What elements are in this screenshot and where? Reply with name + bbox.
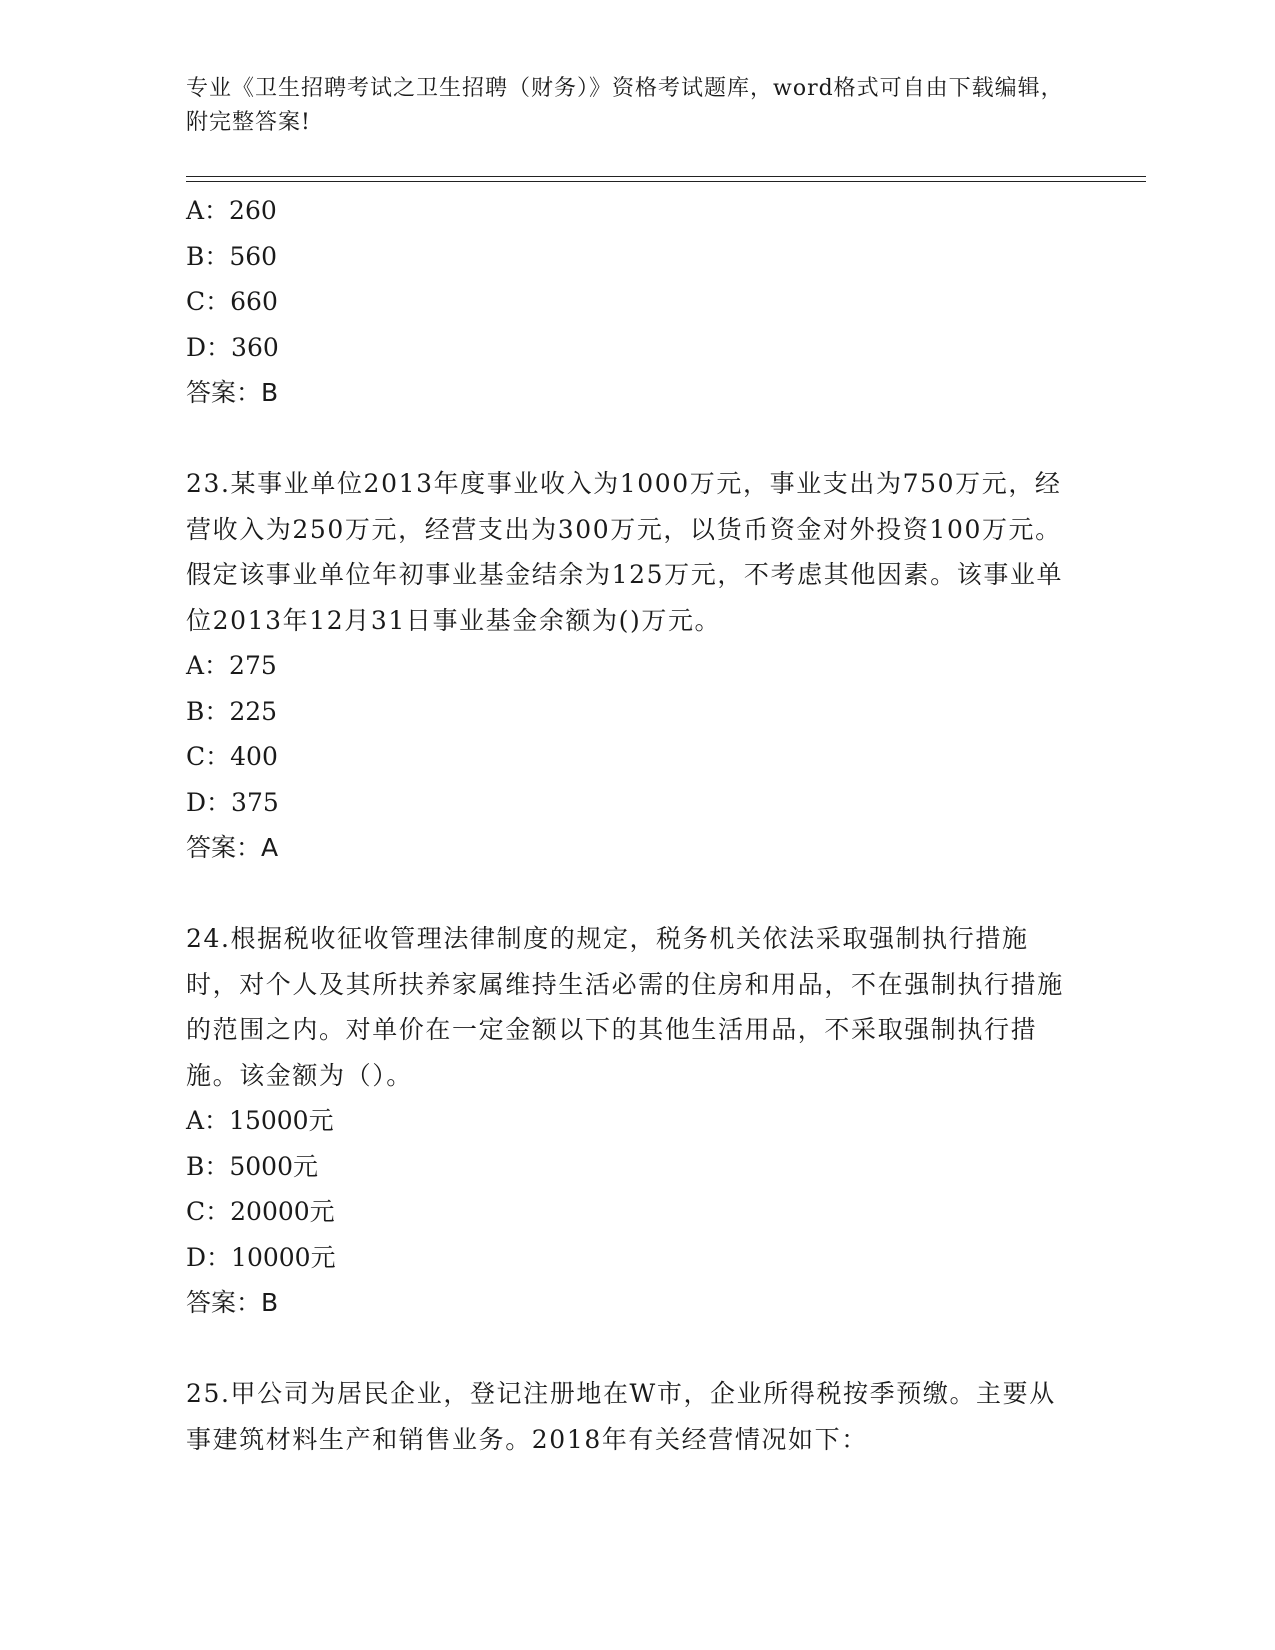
option-a: A：260: [186, 196, 277, 225]
question-23: [186, 461, 1086, 871]
question-text: 25.甲公司为居民企业，登记注册地在W市，企业所得税按季预缴。主要从事建筑材料生产和销售业务。2018年有关经营情况如下：: [186, 1379, 1056, 1454]
spacer: [186, 416, 1086, 462]
question-text: 23.某事业单位2013年度事业收入为1000万元，事业支出为750万元，经营收入为250万元，经营支出为300万元，以货币资金对外投资100万元。假定该事业单位年初事业基金结余为125万元，不考虑其他因素。该事业单位2013年12月31日事业基金余额为()万元。: [186, 469, 1064, 635]
header-rule-bottom: [186, 181, 1146, 182]
question-24: [186, 916, 1086, 1326]
option-b: B：5000元: [186, 1151, 318, 1181]
option-d: D：360: [186, 332, 279, 362]
answer-line: 答案：B: [186, 1288, 279, 1317]
header-rule-top: [186, 176, 1146, 177]
document-header: 专业《卫生招聘考试之卫生招聘（财务）》资格考试题库，word格式可自由下载编辑，附完整答案!: [186, 76, 1064, 135]
option-d: D：375: [186, 787, 279, 817]
spacer: [186, 1326, 1086, 1372]
option-d: D：10000元: [186, 1242, 336, 1272]
option-a: A：15000元: [186, 1106, 334, 1135]
option-c: C：660: [186, 287, 278, 316]
answer-line: 答案：B: [186, 378, 279, 407]
option-b: B：225: [186, 696, 278, 726]
option-a: A：275: [186, 651, 277, 680]
question-22: [186, 188, 1086, 416]
option-b: B：560: [186, 241, 278, 271]
question-text: 24.根据税收征收管理法律制度的规定，税务机关依法采取强制执行措施时，对个人及其所扶养家属维持生活必需的住房和用品，不在强制执行措施的范围之内。对单价在一定金额以下的其他生活用品，不采取强制执行措施。该金额为（）。: [186, 924, 1064, 1090]
spacer: [186, 871, 1086, 917]
question-25: [186, 1371, 1086, 1462]
option-c: C：20000元: [186, 1197, 335, 1226]
answer-line: 答案：A: [186, 833, 279, 862]
question-content: [186, 188, 1086, 1462]
option-c: C：400: [186, 742, 278, 771]
